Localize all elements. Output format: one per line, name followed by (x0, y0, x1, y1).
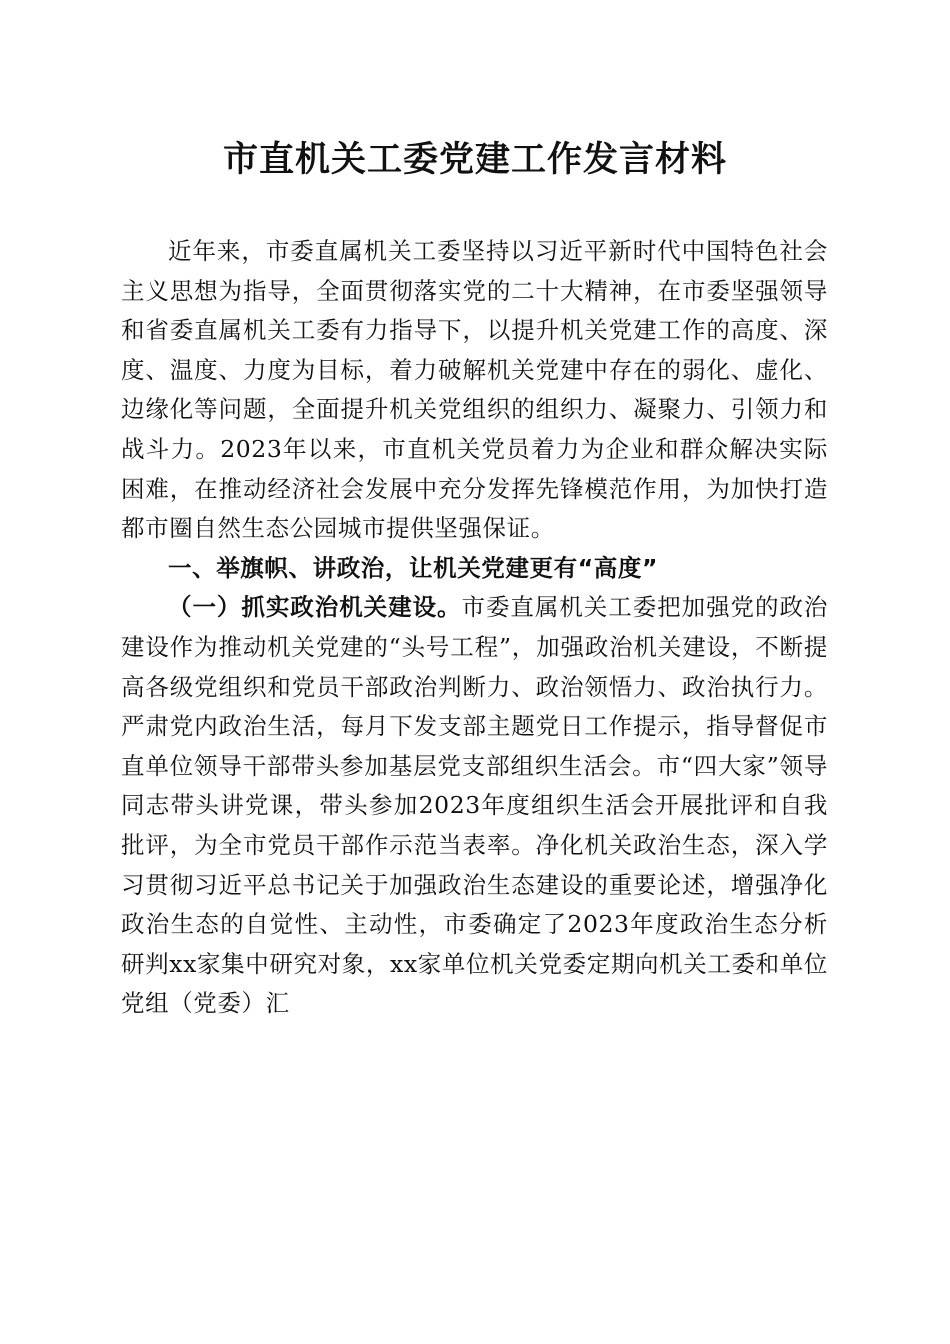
section-1-heading: 一、举旗帜、讲政治，让机关党建更有“高度” (168, 553, 658, 582)
subsection-1-heading: （一）抓实政治机关建设。 (168, 593, 462, 622)
subsection-1-paragraph (121, 588, 828, 1024)
subsection-1-body: 市委直属机关工委把加强党的政治建设作为推动机关党建的“头号工程”，加强政治机关建设，不断提高各级党组织和党员干部政治判断力、政治领悟力、政治执行力。严肃党内政治生活，每月下发支部主题党日工作提示，指导督促市直单位领导干部带头参加基层党支部组织生活会。市“四大家”领导同志带头讲党课，带头参加2023年度组织生活会开展批评和自我批评，为全市党员干部作示范当表率。净化机关政治生态，深入学习贯彻习近平总书记关于加强政治生态建设的重要论述，增强净化政治生态的自觉性、主动性，市委确定了2023年度政治生态分析研判xx家集中研究对象，xx家单位机关党委定期向机关工委和单位党组（党委）汇 (121, 593, 829, 1018)
document-body (121, 232, 828, 1024)
intro-paragraph: 近年来，市委直属机关工委坚持以习近平新时代中国特色社会主义思想为指导，全面贯彻落实党的二十大精神，在市委坚强领导和省委直属机关工委有力指导下，以提升机关党建工作的高度、深度、温度、力度为目标，着力破解机关党建中存在的弱化、虚化、边缘化等问题，全面提升机关党组织的组织力、凝聚力、引领力和战斗力。2023年以来，市直机关党员着力为企业和群众解决实际困难，在推动经济社会发展中充分发挥先锋模范作用，为加快打造都市圈自然生态公园城市提供坚强保证。 (121, 237, 828, 543)
document-title: 市直机关工委党建工作发言材料 (222, 139, 727, 180)
